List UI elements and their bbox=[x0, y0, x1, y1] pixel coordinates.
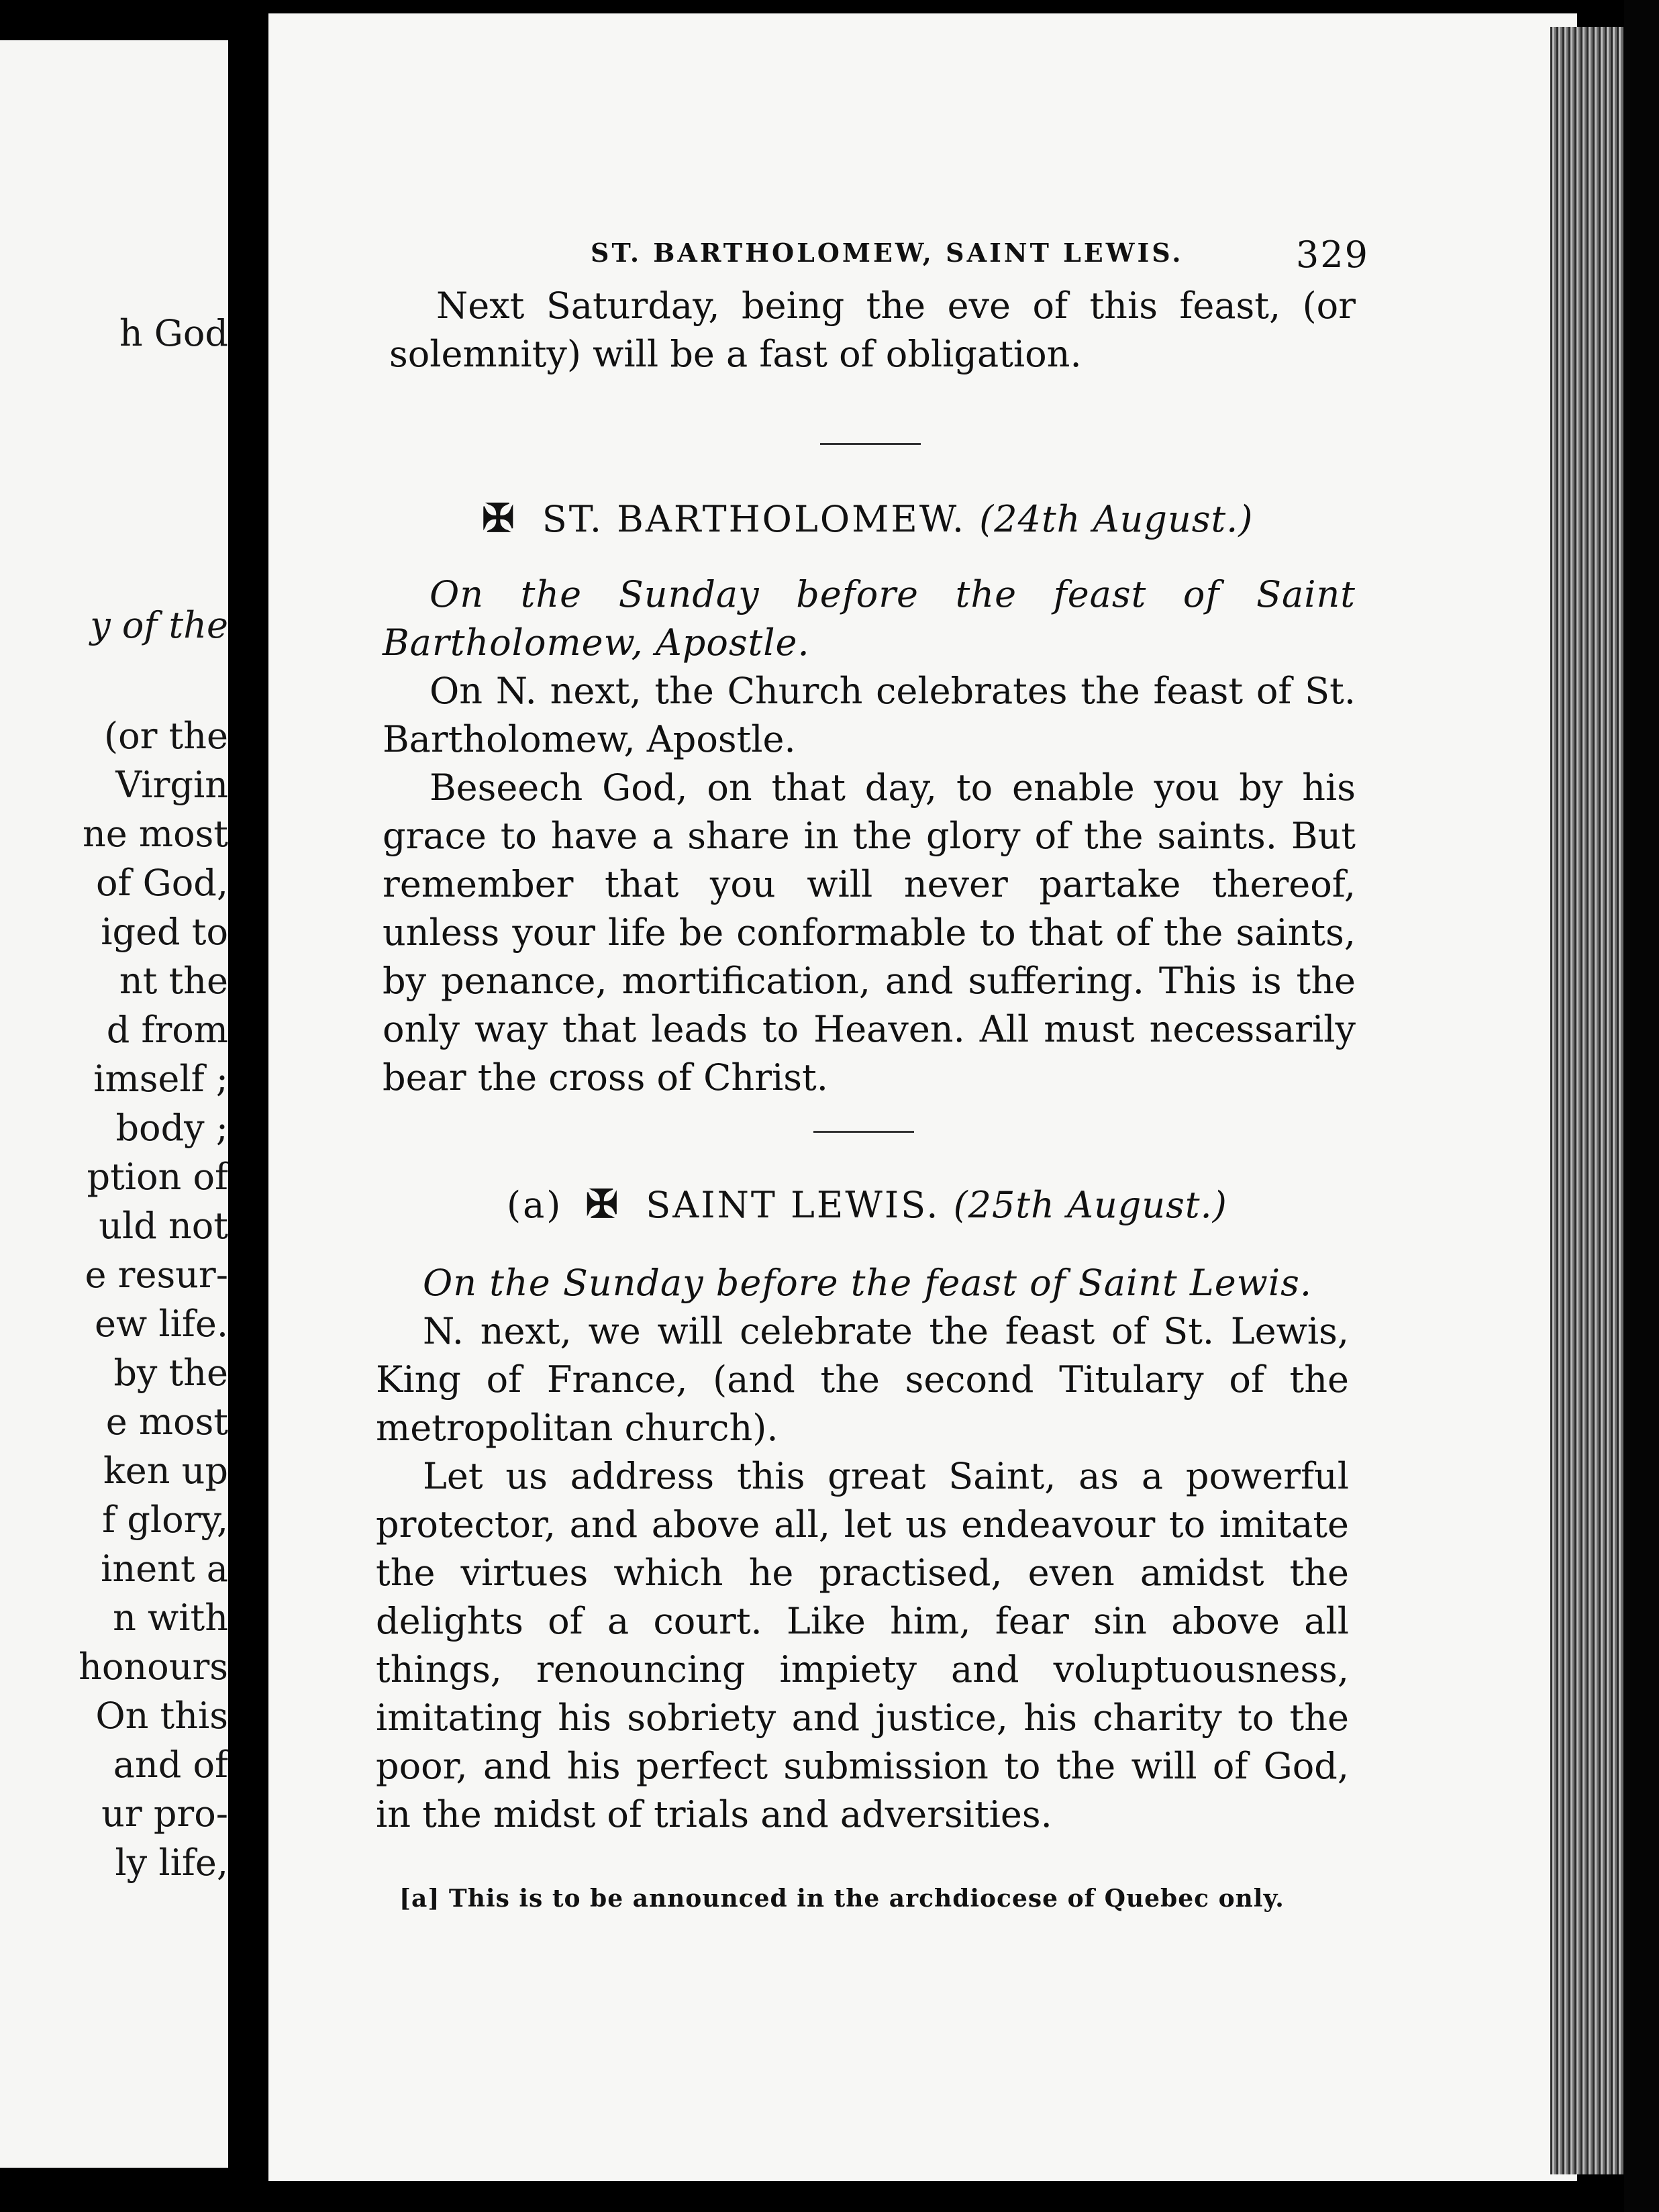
left-page-line: inent a bbox=[101, 1548, 228, 1590]
bartholomew-paragraph: Beseech God, on that day, to enable you by his grace to have a share in the glory of the saints. But remember that you will never partake thereof, unless your life be conformable to that of the saints, by penance, mortification, and suffering. This is the only way that leads to Heaven. All must necessarily bear the cross of Christ. bbox=[383, 766, 1356, 1099]
lewis-section bbox=[376, 1259, 1349, 1839]
footnote-marker: (a) bbox=[507, 1184, 563, 1226]
left-page-line: of God, bbox=[95, 862, 228, 904]
left-page-line: ken up bbox=[103, 1450, 228, 1492]
left-page-line: ption of bbox=[87, 1156, 228, 1198]
lewis-rubric: On the Sunday before the feast of Saint Lewis. bbox=[423, 1262, 1313, 1304]
left-page-line: nt the bbox=[119, 960, 228, 1002]
left-page-line: d from bbox=[106, 1009, 228, 1051]
left-facing-page bbox=[0, 40, 228, 2168]
left-page-line: and of bbox=[113, 1744, 228, 1786]
running-head bbox=[591, 234, 1369, 274]
left-page-line: ne most bbox=[82, 813, 228, 855]
cross-icon: ✠ bbox=[585, 1181, 621, 1227]
bartholomew-heading bbox=[482, 495, 1253, 541]
section-divider bbox=[813, 1131, 914, 1133]
left-page-line: On this bbox=[95, 1695, 228, 1737]
page-number: 329 bbox=[1295, 234, 1369, 276]
bartholomew-rubric: On the Sunday before the feast of Saint Bartholomew, Apostle. bbox=[383, 573, 1356, 664]
left-page-line: ur pro- bbox=[101, 1793, 228, 1835]
book-gutter bbox=[228, 0, 268, 2212]
left-page-line: by the bbox=[113, 1352, 228, 1394]
left-page-line: uld not bbox=[99, 1205, 228, 1247]
footnote: [a] This is to be announced in the archdiocese of Quebec only. bbox=[399, 1884, 1285, 1913]
page-edges bbox=[1550, 27, 1624, 2174]
left-page-line: (or the bbox=[104, 715, 228, 757]
running-title: ST. BARTHOLOMEW, SAINT LEWIS. bbox=[591, 238, 1184, 268]
left-page-line: body ; bbox=[115, 1107, 228, 1149]
left-page-line: e most bbox=[105, 1401, 228, 1443]
left-page-line: n with bbox=[113, 1597, 228, 1639]
lewis-date: (25th August.) bbox=[953, 1184, 1227, 1226]
left-page-line: ew life. bbox=[95, 1303, 228, 1345]
bartholomew-section bbox=[383, 570, 1356, 1102]
lewis-paragraph: N. next, we will celebrate the feast of St. Lewis, King of France, (and the second Titulary of the metropolitan church). bbox=[376, 1310, 1349, 1449]
left-page-line: h God bbox=[119, 312, 228, 354]
lewis-heading bbox=[507, 1181, 1227, 1227]
fast-notice bbox=[389, 282, 1356, 379]
bartholomew-paragraph: On N. next, the Church celebrates the feast of St. Bartholomew, Apostle. bbox=[383, 670, 1356, 760]
left-page-line: e resur- bbox=[85, 1254, 228, 1296]
cross-icon: ✠ bbox=[482, 495, 517, 541]
lewis-paragraph: Let us address this great Saint, as a powerful protector, and above all, let us endeavour to imitate the virtues which he practised, even amidst the delights of a court. Like him, fear sin above all things, renouncing impiety and voluptuousness, imitating his sobriety and justice, his charity to the poor, and his perfect submission to the will of God, in the midst of trials and adversities. bbox=[376, 1455, 1349, 1836]
scan-border bbox=[1624, 0, 1659, 2212]
bartholomew-title: ST. BARTHOLOMEW. bbox=[542, 498, 966, 540]
lewis-title: SAINT LEWIS. bbox=[646, 1184, 940, 1226]
fast-notice-text: Next Saturday, being the eve of this feast, (or solemnity) will be a fast of obligation. bbox=[389, 285, 1356, 375]
left-page-line: honours bbox=[79, 1646, 228, 1688]
left-page-line: imself ; bbox=[93, 1058, 228, 1100]
left-page-line: Virgin bbox=[115, 764, 228, 806]
left-page-line: y of the bbox=[90, 604, 228, 646]
bartholomew-date: (24th August.) bbox=[979, 498, 1254, 540]
left-page-line: ly life, bbox=[115, 1842, 228, 1884]
left-page-line: f glory, bbox=[102, 1499, 228, 1541]
section-divider bbox=[820, 443, 921, 445]
left-page-line: iged to bbox=[101, 911, 228, 953]
